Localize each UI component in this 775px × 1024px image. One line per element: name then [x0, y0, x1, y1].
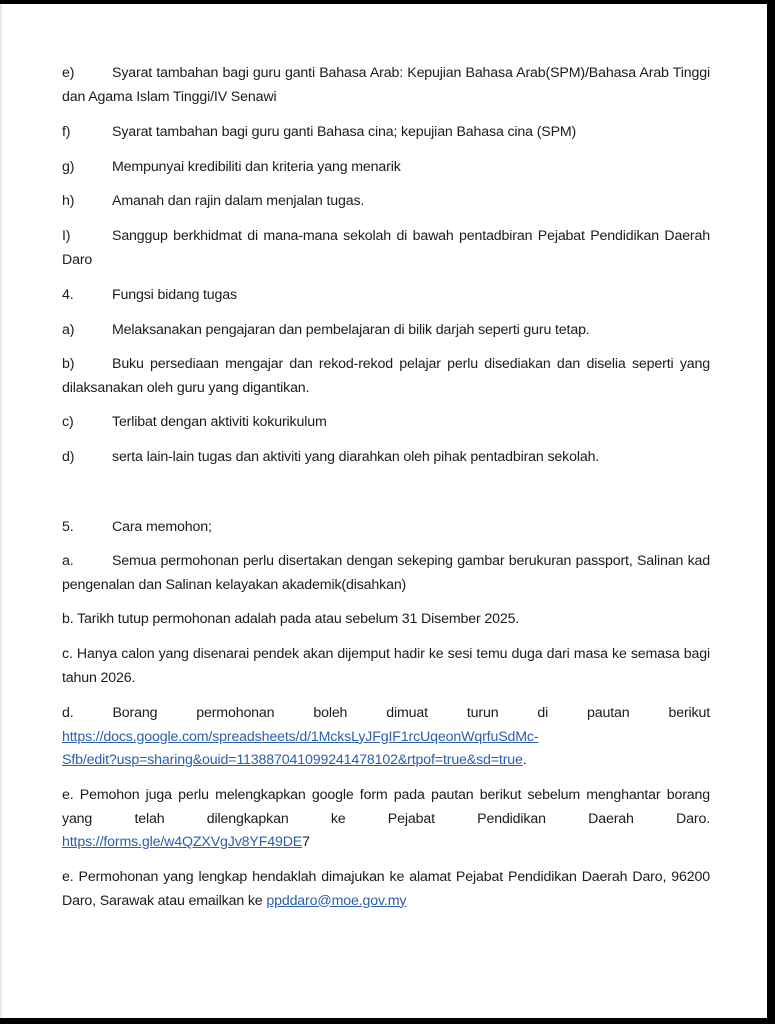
section-4-item-d: [62, 446, 710, 470]
item-h: [62, 190, 710, 214]
section-5-item-c: [62, 643, 710, 690]
document-page: [0, 4, 767, 1018]
section-marker: 5.: [62, 519, 74, 535]
section-4-item-a: [62, 319, 710, 343]
item-text: Melaksanakan pengajaran dan pembelajaran di bilik darjah seperti guru tetap.: [112, 322, 590, 338]
item-marker: a.: [62, 553, 74, 569]
section-5-item-e-submit: [62, 866, 710, 913]
item-marker: e): [62, 65, 75, 81]
item-text: d. Borang permohonan boleh dimuat turun di pautan berikut: [62, 705, 710, 721]
item-marker: f): [62, 124, 71, 140]
item-text: b. Tarikh tutup permohonan adalah pada atau sebelum 31 Disember 2025.: [62, 611, 520, 627]
section-5-item-d: [62, 702, 710, 773]
section-heading: Fungsi bidang tugas: [112, 287, 237, 303]
item-g: [62, 156, 710, 180]
section-5-item-a: [62, 550, 710, 597]
email-link[interactable]: ppddaro@moe.gov.my: [266, 892, 407, 909]
item-text: Syarat tambahan bagi guru ganti Bahasa cina; kepujian Bahasa cina (SPM): [112, 124, 577, 140]
section-5-item-e-form: [62, 784, 710, 855]
item-text: Buku persediaan mengajar dan rekod-rekod pelajar perlu disediakan dan diselia seperti yang dilaksanakan oleh guru yang digantikan.: [62, 356, 710, 396]
item-text: Syarat tambahan bagi guru ganti Bahasa Arab: Kepujian Bahasa Arab(SPM)/Bahasa Arab Tinggi dan Agama Islam Tinggi/IV Senawi: [62, 65, 710, 105]
section-4-item-b: [62, 353, 710, 400]
item-marker: h): [62, 193, 75, 209]
section-5-heading: [62, 516, 710, 540]
item-text: Semua permohonan perlu disertakan dengan sekeping gambar berukuran passport, Salinan kad pengenalan dan Salinan kelayakan akademik(disahkan): [62, 553, 710, 593]
section-marker: 4.: [62, 287, 74, 303]
link-line-2: Sfb/edit?usp=sharing&ouid=113887041099241478102&rtpof=true&sd=true: [62, 752, 523, 768]
item-text: c. Hanya calon yang disenarai pendek akan dijemput hadir ke sesi temu duga dari masa ke semasa bagi tahun 2026.: [62, 646, 710, 686]
link-suffix: 7: [302, 834, 310, 850]
item-e: [62, 62, 710, 109]
item-marker: a): [62, 322, 75, 338]
link-line-1: https://docs.google.com/spreadsheets/d/1McksLyJFgIF1rcUqeonWqrfuSdMc-: [62, 728, 539, 745]
item-marker: c): [62, 414, 74, 430]
section-4-heading: [62, 284, 710, 308]
section-heading: Cara memohon;: [112, 519, 212, 535]
item-i: [62, 225, 710, 272]
item-marker: I): [62, 228, 71, 244]
link-suffix: .: [522, 752, 527, 768]
item-marker: b): [62, 356, 75, 372]
item-text: serta lain-lain tugas dan aktiviti yang diarahkan oleh pihak pentadbiran sekolah.: [112, 449, 600, 465]
item-marker: d): [62, 449, 75, 465]
item-text: e. Pemohon juga perlu melengkapkan google form pada pautan berikut sebelum menghantar borang yang telah dilengkapkan ke Pejabat Pendidikan Daerah Daro.: [62, 787, 710, 827]
item-text: e. Permohonan yang lengkap hendaklah dimajukan ke alamat Pejabat Pendidikan Daerah Daro, 96200 Daro, Sarawak atau emailkan ke: [62, 869, 710, 909]
item-f: [62, 121, 710, 145]
item-text: Mempunyai kredibiliti dan kriteria yang menarik: [112, 159, 401, 175]
section-4-item-c: [62, 411, 710, 435]
item-text: Amanah dan rajin dalam menjalan tugas.: [112, 193, 365, 209]
spreadsheet-link[interactable]: [62, 729, 538, 769]
item-marker: g): [62, 159, 75, 175]
google-form-link[interactable]: https://forms.gle/w4QZXVgJv8YF49DE: [62, 834, 303, 850]
item-text: Terlibat dengan aktiviti kokurikulum: [112, 414, 327, 430]
section-5-item-b: [62, 608, 710, 632]
item-text: Sanggup berkhidmat di mana-mana sekolah di bawah pentadbiran Pejabat Pendidikan Daerah Daro: [62, 228, 710, 268]
